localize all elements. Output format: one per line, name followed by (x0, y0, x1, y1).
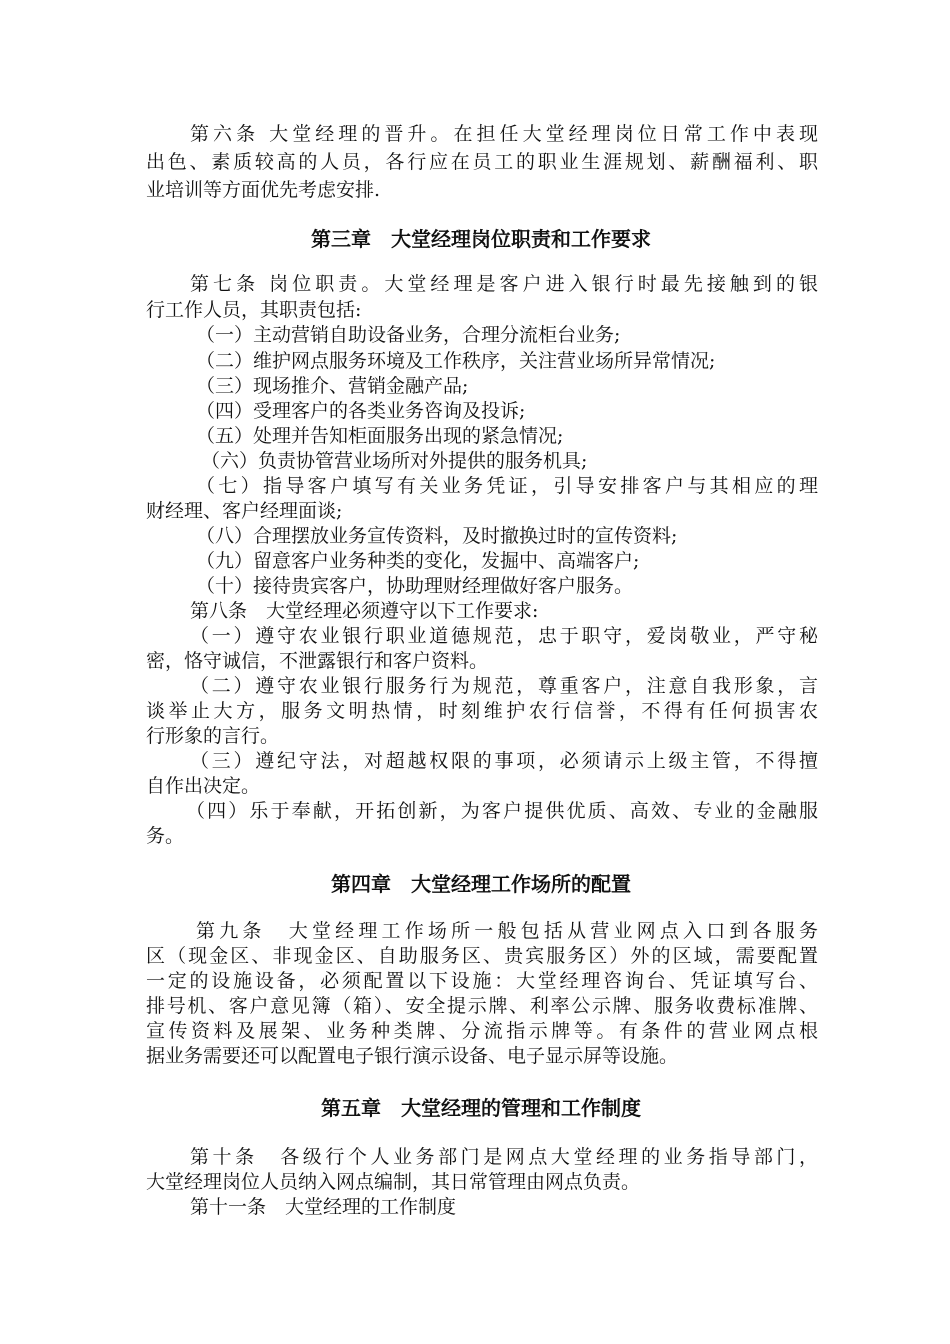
article-9-line-4: 排号机、客户意见簿（箱）、安全提示牌、利率公示牌、服务收费标准牌、 (146, 995, 818, 1017)
duty-item-3: （三）现场推介、营销金融产品; (196, 375, 469, 397)
requirement-1-line-1: （一）遵守农业银行职业道德规范，忠于职守，爱岗敬业，严守秘 (190, 625, 818, 647)
requirement-3-line-1: （三）遵纪守法，对超越权限的事项，必须请示上级主管，不得擅 (190, 750, 818, 772)
article-9-line-3: 一定的设施设备，必须配置以下设施：大堂经理咨询台、凭证填写台、 (146, 970, 818, 992)
requirement-4-line-2: 务。 (146, 825, 185, 847)
article-9-line-2: 区（现金区、非现金区、自助服务区、贵宾服务区）外的区域，需要配置 (146, 945, 818, 967)
chapter-3-heading: 第三章 大堂经理岗位职责和工作要求 (311, 227, 651, 251)
chapter-5-heading: 第五章 大堂经理的管理和工作制度 (321, 1096, 641, 1120)
requirement-1-line-2: 密，恪守诚信，不泄露银行和客户资料。 (146, 650, 489, 672)
requirement-2-line-2: 谈举止大方，服务文明热情，时刻维护农行信誉，不得有任何损害农 (146, 700, 818, 722)
duty-item-7-line-1: （七）指导客户填写有关业务凭证，引导安排客户与其相应的理 (196, 475, 818, 497)
duty-item-6: （六）负责协管营业场所对外提供的服务机具; (201, 450, 588, 472)
duty-item-8: （八）合理摆放业务宣传资料，及时撤换过时的宣传资料; (196, 525, 678, 547)
article-9-line-1: 第九条 大堂经理工作场所一般包括从营业网点入口到各服务 (196, 920, 818, 942)
article-6-line-3: 业培训等方面优先考虑安排. (146, 179, 381, 201)
duty-item-5: （五）处理并告知柜面服务出现的紧急情况; (196, 425, 564, 447)
article-9-line-6: 据业务需要还可以配置电子银行演示设备、电子显示屏等设施。 (146, 1045, 679, 1067)
article-6-line-1: 第六条 大堂经理的晋升。在担任大堂经理岗位日常工作中表现 (190, 123, 818, 145)
article-10-line-2: 大堂经理岗位人员纳入网点编制，其日常管理由网点负责。 (146, 1171, 641, 1193)
chapter-4-heading: 第四章 大堂经理工作场所的配置 (331, 872, 631, 896)
article-7-line-2: 行工作人员，其职责包括: (146, 299, 362, 321)
duty-item-9: （九）留意客户业务种类的变化，发掘中、高端客户; (196, 550, 640, 572)
requirement-3-line-2: 自作出决定。 (146, 775, 261, 797)
requirement-2-line-3: 行形象的言行。 (146, 725, 280, 747)
duty-item-2: （二）维护网点服务环境及工作秩序，关注营业场所异常情况; (196, 350, 716, 372)
article-10-line-1: 第十条 各级行个人业务部门是网点大堂经理的业务指导部门， (190, 1146, 818, 1168)
article-7-line-1: 第七条 岗位职责。大堂经理是客户进入银行时最先接触到的银 (190, 273, 818, 295)
duty-item-10: （十）接待贵宾客户，协助理财经理做好客户服务。 (196, 575, 634, 597)
article-11-line-1: 第十一条 大堂经理的工作制度 (190, 1196, 457, 1218)
requirement-2-line-1: （二）遵守农业银行服务行为规范，尊重客户，注意自我形象，言 (190, 675, 818, 697)
duty-item-4: （四）受理客户的各类业务咨询及投诉; (196, 400, 526, 422)
article-9-line-5: 宣传资料及展架、业务种类牌、分流指示牌等。有条件的营业网点根 (146, 1020, 818, 1042)
article-8-line-1: 第八条 大堂经理必须遵守以下工作要求: (190, 600, 539, 622)
duty-item-1: （一）主动营销自助设备业务，合理分流柜台业务; (196, 324, 621, 346)
requirement-4-line-1: （四）乐于奉献，开拓创新，为客户提供优质、高效、专业的金融服 (186, 800, 818, 822)
article-6-line-2: 出色、素质较高的人员，各行应在员工的职业生涯规划、薪酬福利、职 (146, 151, 818, 173)
duty-item-7-line-2: 财经理、客户经理面谈; (146, 500, 343, 522)
